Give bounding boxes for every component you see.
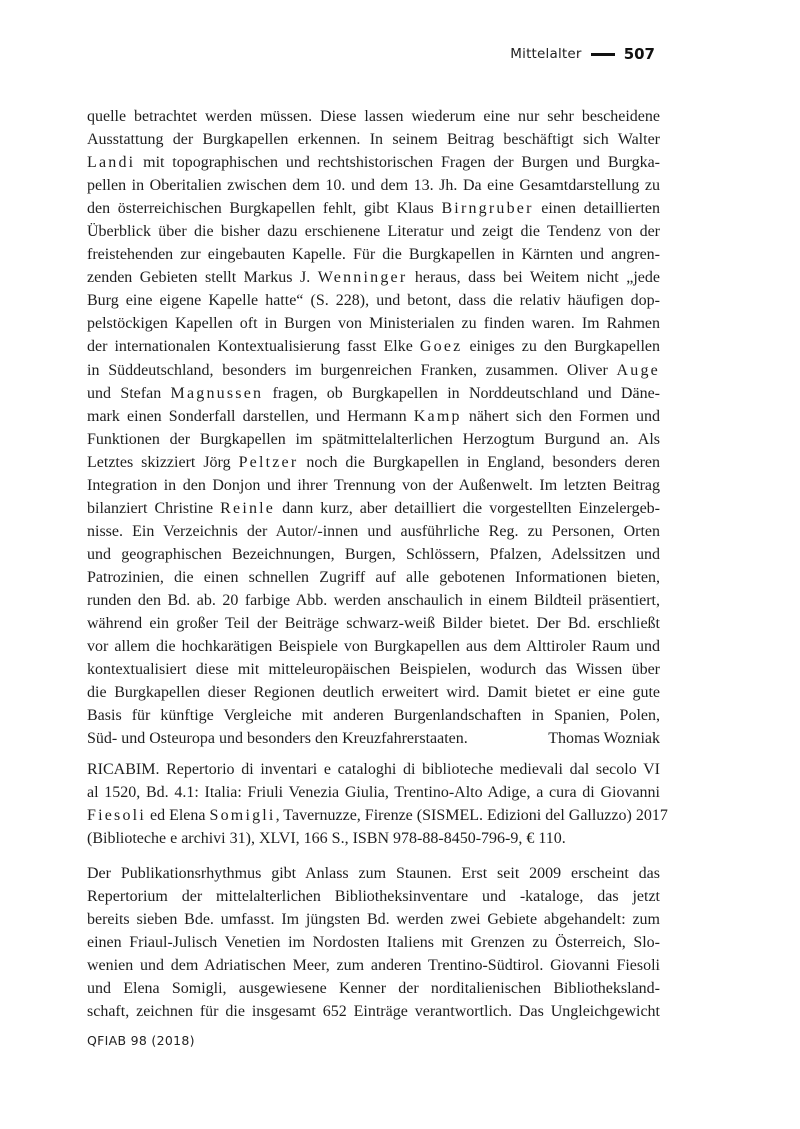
text-line [87, 105, 660, 128]
text-run: Überblick über die bisher dazu erschienene Literatur und zeigt die Tendenz von der [87, 223, 660, 241]
text-run: kontextualisiert diese mit mitteleuropäischen Beispielen, wodurch das Wissen über [87, 661, 660, 679]
text-run: Basis für künftige Vergleiche mit anderen Burgenlandschaften in Spanien, Polen, [87, 707, 660, 725]
text-run: pelstöckigen Kapellen oft in Burgen von Ministerialen zu finden waren. Im Rahmen [87, 315, 660, 333]
text-run: ed Elena [145, 807, 210, 825]
text-run: einen Friaul-Julisch Venetien im Nordosten Italiens mit Grenzen zu Österreich, Slo- [87, 934, 660, 952]
text-run: Patrozinien, die einen schnellen Zugriff auf alle gebotenen Informationen bieten, [87, 568, 660, 586]
text-run: nähert sich den Formen und [461, 407, 661, 425]
text-line [87, 543, 660, 566]
text-line [87, 405, 660, 428]
text-run: bereits sieben Bde. umfasst. Im jüngsten Bd. werden zwei Gebiete abgehandelt: zum [87, 911, 660, 929]
ricabim-reference-paragraph [87, 758, 668, 850]
ricabim-review-paragraph [87, 862, 660, 1023]
text-run: heraus, dass bei Weitem nicht „jede [407, 269, 660, 287]
running-head [510, 42, 655, 66]
text-run: den österreichischen Burgkapellen fehlt, gibt Klaus [87, 200, 442, 218]
text-line [87, 174, 660, 197]
text-run: , Tavernuzze, Firenze (SISMEL. Edizioni del Galluzzo) 2017 [275, 807, 668, 825]
text-run: die Burgkapellen dieser Regionen deutlich erweitert wird. Damit bietet er eine gute [87, 684, 660, 702]
text-line [87, 335, 660, 358]
text-line [87, 359, 660, 382]
author-name: Kamp [413, 407, 462, 425]
text-line [87, 862, 660, 885]
text-run: schaft, zeichnen für die insgesamt 652 Einträge verantwortlich. Das Ungleichgewicht [87, 1003, 660, 1021]
text-run: Der Publikationsrhythmus gibt Anlass zum Staunen. Erst seit 2009 erscheint das [87, 865, 660, 882]
text-line [87, 658, 660, 681]
text-run: quelle betrachtet werden müssen. Diese lassen wiederum eine nur sehr bescheidene [87, 108, 660, 125]
author-name: Birngruber [441, 200, 534, 218]
text-line [87, 566, 660, 589]
author-name: Goez [419, 338, 463, 356]
text-run: RICABIM. Repertorio di inventari e cataloghi di biblioteche medievali dal secolo VI [87, 761, 660, 778]
text-run: al 1520, Bd. 4.1: Italia: Friuli Venezia Giulia, Trentino-Alto Adige, a cura di Giovanni [87, 784, 660, 802]
text-line [87, 312, 660, 335]
text-line [87, 220, 660, 243]
text-line [87, 781, 660, 804]
text-run: Burg eine eigene Kapelle hatte“ (S. 228), und betont, dass die relativ häufigen dop- [87, 292, 660, 310]
text-run: wenien und dem Adriatischen Meer, zum anderen Trentino-Südtirol. Giovanni Fiesoli [87, 957, 660, 975]
reviewer-name: Thomas Wozniak [548, 730, 660, 748]
text-line [87, 885, 660, 908]
text-line [87, 954, 660, 977]
footer-journal: QFIAB 98 (2018) [87, 1033, 195, 1048]
text-run: Letztes skizziert Jörg [87, 453, 239, 471]
text-run: in Süddeutschland, besonders im burgenreichen Franken, zusammen. Oliver [87, 361, 617, 379]
text-run: der internationalen Kontextualisierung fasst Elke [87, 338, 420, 356]
text-run: einiges zu den Burgkapellen [462, 338, 660, 356]
text-run: bilanziert Christine [87, 499, 221, 517]
text-line [87, 382, 660, 405]
ricabim-bibliographic-reference [87, 758, 668, 850]
text-run: Repertorium der mittelalterlichen Bibliotheksinventare und -kataloge, das jetzt [87, 888, 660, 906]
text-run: pellen in Oberitalien zwischen dem 10. und dem 13. Jh. Da eine Gesamtdarstellung zu [87, 177, 660, 195]
text-run: Ausstattung der Burgkapellen erkennen. In seinem Beitrag beschäftigt sich Walter [87, 131, 660, 149]
review-continuation-paragraph [87, 105, 660, 727]
author-name: Wenninger [317, 269, 408, 287]
review-signature-line [87, 727, 660, 750]
text-run: und Elena Somigli, ausgewiesene Kenner der norditalienischen Bibliotheksland- [87, 980, 660, 998]
text-line [87, 612, 660, 635]
ricabim-review [87, 862, 660, 1023]
text-line [87, 758, 660, 781]
text-line [87, 931, 660, 954]
text-line [87, 289, 660, 312]
text-line [87, 266, 660, 289]
page-number: 507 [623, 45, 655, 63]
text-line [87, 635, 660, 658]
author-name: Reinle [220, 499, 276, 517]
review-final-line: Süd- und Osteuropa und besonders den Kreuzfahrerstaaten. [87, 730, 468, 748]
text-run: während ein großer Teil der Beiträge schwarz-weiß Bilder bietet. Der Bd. erschließt [87, 615, 660, 633]
text-run: mark einen Sonderfall darstellen, und Hermann [87, 407, 414, 425]
text-line [87, 704, 660, 727]
text-line [87, 908, 660, 931]
text-run: und Stefan [87, 384, 171, 402]
author-name: Somigli [209, 807, 276, 825]
text-run: freistehenden zur eingebauten Kapelle. Für die Burgkapellen in Kärnten und angren- [87, 246, 660, 264]
text-line [87, 681, 660, 704]
text-run: zenden Gebieten stellt Markus J. [87, 269, 318, 287]
text-run: einen detaillierten [533, 200, 661, 218]
text-line [87, 128, 660, 151]
text-run: Funktionen der Burgkapellen im spätmittelalterlichen Herzogtum Burgund an. Als [87, 430, 660, 448]
text-line [87, 520, 660, 543]
text-run: fragen, ob Burgkapellen in Norddeutschland und Däne- [263, 384, 661, 402]
text-line [87, 827, 660, 850]
text-line [87, 497, 660, 520]
text-line [87, 151, 660, 174]
author-name: Fiesoli [87, 807, 146, 825]
author-name: Landi [87, 154, 136, 172]
running-head-rule [591, 53, 615, 56]
text-line [87, 977, 660, 1000]
text-line [87, 243, 660, 266]
text-run: Integration in den Donjon und ihrer Trennung von der Außenwelt. Im letzten Beitrag [87, 476, 660, 494]
text-run: dann kurz, aber detailliert die vorgestellten Einzelergeb- [275, 499, 661, 517]
text-line [87, 451, 660, 474]
text-line [87, 1000, 660, 1023]
text-line [87, 197, 660, 220]
text-run: mit topographischen und rechtshistorischen Fragen der Burgen und Burgka- [135, 154, 660, 172]
author-name: Auge [616, 361, 660, 379]
text-run: runden den Bd. ab. 20 farbige Abb. werden anschaulich in einem Bildteil präsentiert, [87, 591, 660, 609]
running-head-section: Mittelalter [510, 46, 582, 62]
text-line [87, 474, 660, 497]
author-name: Peltzer [238, 453, 299, 471]
text-run: noch die Burgkapellen in England, besonders deren [298, 453, 660, 471]
text-run: vor allem die hochkarätigen Beispiele von Burgkapellen aus dem Alttiroler Raum und [87, 638, 660, 656]
review-continuation [87, 105, 660, 750]
text-line [87, 804, 668, 827]
text-run: (Biblioteche e archivi 31), XLVI, 166 S., ISBN 978-88-8450-796-9, € 110. [87, 830, 566, 848]
text-line [87, 428, 660, 451]
text-line [87, 589, 660, 612]
text-run: nisse. Ein Verzeichnis der Autor/-innen und ausführliche Reg. zu Personen, Orten [87, 522, 660, 540]
text-run: und geographischen Bezeichnungen, Burgen, Schlössern, Pfalzen, Adelssitzen und [87, 545, 660, 563]
author-name: Magnussen [170, 384, 264, 402]
